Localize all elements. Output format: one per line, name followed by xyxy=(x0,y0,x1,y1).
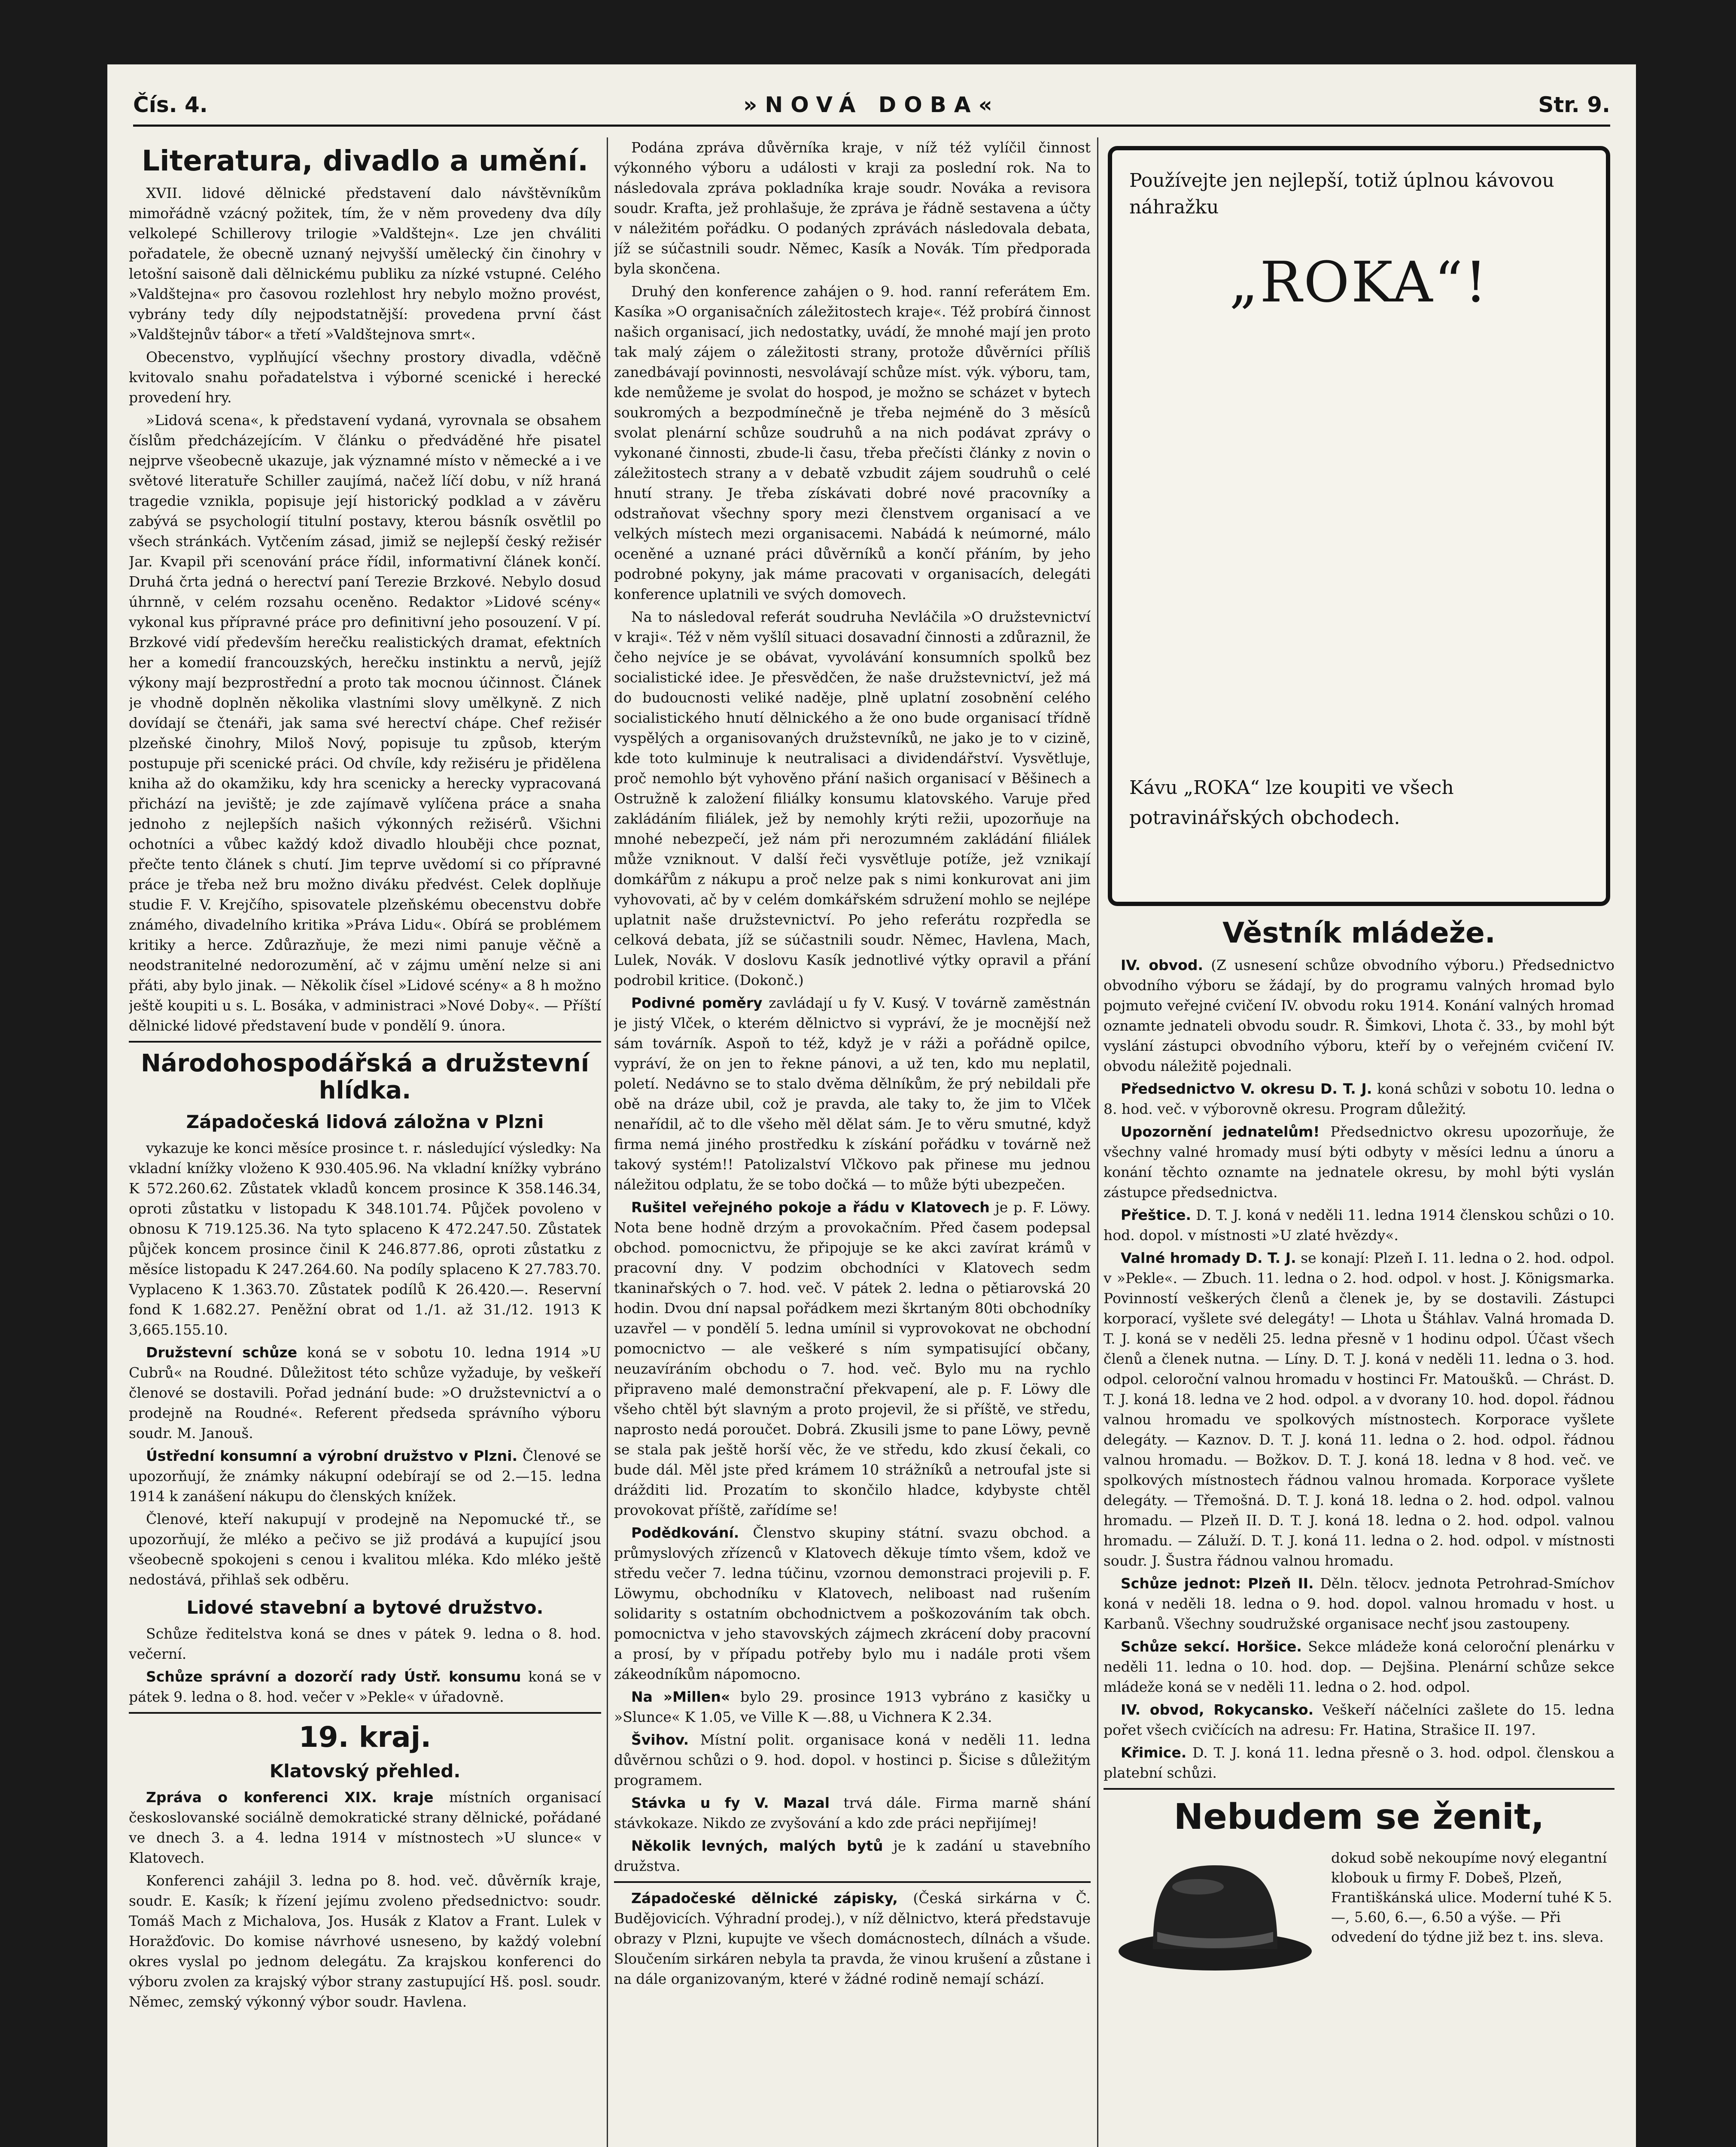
paragraph-lead: Několik levných, malých bytů xyxy=(631,1837,883,1854)
divider xyxy=(1104,1788,1614,1790)
article-paragraph xyxy=(129,1446,601,1506)
paragraph-lead: Švihov. xyxy=(631,1731,689,1748)
paragraph-lead: Schůze sekcí. Horšice. xyxy=(1121,1638,1302,1655)
paragraph-body: (Česká sirkárna v Č. Budějovicích. Výhradní prodej.), v níž dělnictvo, která představuje obrazy v Plzni, kupujte ve všech domácnostech, dílnách a všude. Sloučením sirkáren nebyla ta pravda, že vinou krušení a zůstane i na dále organizovaným, které v žádné rodině nemají schází. xyxy=(614,1890,1091,1987)
article-paragraph: Členové, kteří nakupují v prodejně na Nepomucké tř., se upozorňují, že mléko a pečivo se již prodává a kupující jsou všeobecně spokojeni s cenou i kvalitou mléka. Kdo mléko ještě nedostává, přihlaš sek odběru. xyxy=(129,1511,601,1588)
article-paragraph xyxy=(129,1787,601,1868)
article-paragraph xyxy=(1104,955,1614,1076)
column-left xyxy=(129,137,601,2147)
section-heading: Národohospodářská a družstevní hlídka. xyxy=(141,1049,589,1104)
paragraph-body: trvá dále. Firma marně shání stávkokaze. Nikdo ze zvyšování a kdo zde práci nepřijímej! xyxy=(614,1794,1091,1831)
paragraph-lead: IV. obvod, Rokycansko. xyxy=(1121,1701,1314,1718)
article-paragraph xyxy=(129,1342,601,1443)
article-paragraph xyxy=(614,1793,1091,1833)
article-paragraph xyxy=(1104,1743,1614,1783)
paragraph-lead: Přeštice. xyxy=(1121,1206,1192,1223)
paragraph-lead: Schůze správní a dozorčí rady Ústř. konsumu xyxy=(146,1668,521,1685)
paragraph-body: koná se v sobotu 10. ledna 1914 »U Cubrů« na Roudné. Důležitost této schůze vyžaduje, by veškeří členové se dostavili. Pořad jednání bude: »O družstevnictví a o prodejně na Roudné«. Referent předseda správního výboru soudr. M. Janouš. xyxy=(129,1344,601,1442)
article-paragraph: XVII. lidové dělnické představení dalo návštěvníkům mimořádně vzácný požitek, tím, že v něm provedeny dva díly velkolepé Schillerovy trilogie »Valdštejn«. Lze jen chváliti pořadatele, že obecně uznaný nejvyšší umělecký čin činohry v letošní saisoně dali dělnickému publiku za nízké vstupné. Celého »Valdštejna« pro časovou rozlehlost hry nebylo možno provést, vybrány tedy díly nejpodstatnější: provedena první část »Valdštejnův tábor« a třetí »Valdštejnova smrt«. xyxy=(129,184,601,343)
article-paragraph: »Lidová scena«, k představení vydaná, vyrovnala se obsahem číslům předcházejícím. V článku o předváděné hře pisatel nejprve všeobecně ukazuje, jak významné místo v německé a i ve světové literatuře Schiller zaujímá, načež líčí dobu, v níž hraná tragedie vznikla, popisuje její historický podklad a v závěru zabývá se psychologií titulní postavy, kterou básník osvětlil po všech stránkách. Vytčením zásad, jimiž se nejlepší český režisér Jar. Kvapil při scenování práce řídil, informativní článek končí. Druhá črta jedná o herectví paní Terezie Brzkové. Nebylo dosud úhrnně, v celém rozsahu oceněno. Redaktor »Lidové scény« vykonal kus přípravné práce pro definitivní jeho posouzení. V pí. Brzkové vidí především herečku realistických dramat, efektních her a komedií francouzských, herečku instinktu a nervů, jejíž výkony mají bezprostřední a proto tak mocnou účinnost. Článek je vhodně doplněn několika vlastními slovy umělkyně. Z nich dovídají se čtenáři, jak sama své herectví chápe. Chef režisér plzeňské činohry, Miloš Nový, popisuje tu způsob, kterým postupuje při scenické práci. Od chvíle, kdy režiséru je přidělena kniha až do okamžiku, kdy hra scenicky a herecky vypracovaná přichází na jeviště; je zde zajímavě vylíčena práce a snaha jednoho z nejlepších našich výkonných režisérů. Všichni ochotníci a vůbec každý kdož divadlo hlouběji chce poznat, přečte tento článek s chutí. Jim teprve uvědomí si co přípravné práce je třeba než bru možno diváku předvést. Celek doplňuje studie F. V. Krejčího, spisovatele plzeňskému obecenstvu dobře známého, divadelního kritika »Práva Lidu«. Obírá se problémem kritiky a herce. Zdůrazňuje, že mezi nimi panuje věčně a neodstranitelné nedorozumění, ač v zájmu umění nelze si ani přáti, aby bylo jinak. — Několik čísel »Lidové scény« a 8 h možno ještě koupiti u s. L. Bosáka, v administraci »Nové Doby«. — Příští dělnické lidové představení bude v pondělí 9. února. xyxy=(129,411,601,1034)
article-paragraph: Obecenstvo, vyplňující všechny prostory divadla, vděčně kvitovalo snahu pořadatelstva i výborné scenické i herecké provedení hry. xyxy=(129,348,601,406)
article-paragraph xyxy=(614,1523,1091,1684)
article-paragraph xyxy=(1104,1122,1614,1202)
paragraph-body: D. T. J. koná v neděli 11. ledna 1914 členskou schůzi o 10. hod. dopol. v místnosti »U zlaté hvězdy«. xyxy=(1104,1206,1614,1244)
paragraph-body: je p. F. Löwy. Nota bene hodně drzým a provokačním. Před časem podepsal obchod. pomocnictvu, že připojuje se ke akci zavírat krámů v pracovní dny. V podzim obchodníci v Klatovech sedm tkaninařských o 7. hod. več. V pátek 2. ledna o pětiarovská 20 hodin. Dvou dní napsal pořádkem mezi škrtaným 80ti obchodníky uzavřel — v pondělí 5. ledna umínil si vyprovokovat ne obchodní pomocnictvo — ale veškeré s ním sympatisující občany, neuzavíráním obchodu o 7. hod. več. Bylo mu na rychlo připraveno malé demonstrační překvapení, ale p. F. Löwy dle všeho chtěl být slavným a proto projevil, že si příště, ve středu, naprosto nedá poroučet. Dobrá. Zkusili jsme to pane Löwy, pevně se stala pak ještě horší věc, že ve středu, kdo zkusí čekali, co bude dál. Měl jste před krámem 10 strážníků a netroufal jste si drážditi lid. Prozatím to skončilo hladce, kdybyste chtěl provokovat příště, zařídíme se! xyxy=(614,1199,1091,1518)
column-rule xyxy=(607,137,608,2147)
divider xyxy=(129,1041,601,1043)
article-paragraph: Na to následoval referát soudruha Nevláčila »O družstevnictví v kraji«. Též v něm vyšlíl situaci dosavadní činnosti a zdůraznil, že čeho nejvíce je se obávat, vyvolávání konsumních spolků bez socialistické idee. Je přesvědčen, že naše družstevnictví, jež má do budoucnosti veliké naděje, plně uplatní zosobnění celého socialistického hnutí dělnického a že ono bude organisací třídně vyspělých a organisovaných družstevníků, ne jako je to v cizině, kde toto kulminuje k neutralisaci a dividendářství. Vysvětluje, proč nemohlo být vyhověno přání našich organisací v Běšinech a Ostružně k založení filiálky konsumu klatovského. Varuje před zakládáním filiálek, jež by nemohly krýti režii, upozorňuje na mnohé nebezpečí, jež nám při nerozumném zakládání filiálek může vzniknout. V další řeči vysvětluje potíže, jež vznikají domkářům z nákupu a proč nelze pak s nimi konkurovat ani jim vyhovovati, ač by v celém domkářském sdružení mohlo se nejlépe uplatnit naše družstevnictví. Po jeho referátu rozpředla se celková debata, jíž se súčastnili soudr. Němec, Havlena, Mach, Lulek, Novák. V doslovu Kasík jednotlivé výtky opravil a přání podrobil kritice. (Dokonč.) xyxy=(614,608,1091,988)
article-paragraph xyxy=(614,993,1091,1195)
paragraph-lead: Družstevní schůze xyxy=(146,1344,298,1361)
article-paragraph xyxy=(614,1687,1091,1727)
paragraph-body: místních organisací českoslovanské sociálně demokratické strany dělnické, pořádané ve dnech 3. a 4. ledna 1914 v místnostech »U slunce« v Klatovech. xyxy=(129,1789,601,1867)
article-paragraph: Schůze ředitelstva koná se dnes v pátek 9. ledna o 8. hod. večerní. xyxy=(129,1625,601,1663)
paragraph-body: Předsednictvo okresu upozorňuje, že všechny valné hromady musí býti odbyty v měsíci lednu a únoru a konání těchto oznamte na jednatele okresu, by mohl býti vyslán zástupce předsednictva. xyxy=(1104,1123,1614,1201)
subheading: Západočeská lidová záložna v Plzni xyxy=(186,1111,544,1133)
column-rule xyxy=(1097,137,1098,2147)
roka-advertisement xyxy=(1108,146,1610,906)
article-paragraph xyxy=(614,1888,1091,1989)
article-paragraph xyxy=(1104,1205,1614,1245)
paragraph-body: koná se v pátek 9. ledna o 8. hod. večer v »Pekle« v úřadovně. xyxy=(129,1668,601,1706)
hat-advertisement xyxy=(1104,1797,1614,2020)
section-heading: Věstník mládeže. xyxy=(1222,916,1496,949)
article-paragraph: Druhý den konference zahájen o 9. hod. ranní referátem Em. Kasíka »O organisačních záležitostech kraje«. Též probírá činnost našich organisací, jich nedostatky, uvádí, že mnohé mají jen proto tak malý zájem o záležitosti strany, protože důvěrníci příliš zanedbávají povinnosti, nesvolávají schůze míst. výk. výboru, tam, kde nemůžeme je svolat do hospod, je možno se scházet v bytech soukromých a bezpodmínečně je třeba nejméně do 3 měsíců svolat plenární schůze soudruhů a na nich podávat zprávy o vykonané činnosti, zbude-li času, třeba přečísti články z novin o záležitostech strany a v debatě vzbudit zájem soudruhů o celé hnutí strany. Je třeba získávati dobré nové pracovníky a odstraňovat všechny spory mezi členstvem organisací a ve velkých místech mezi organisacemi. Nabádá k neúmorné, málo oceněné a uznané práci důvěrníků a končí přáním, by jeho podrobné pokyny, jak máme pracovati v organisacích, delegáti konference uplatnili ve svých domovech. xyxy=(614,283,1091,602)
article-paragraph: Konferenci zahájil 3. ledna po 8. hod. več. důvěrník kraje, soudr. E. Kasík; k řízení jejímu zvoleno předsednictvo: soudr. Tomáš Mach z Michalova, Jos. Husák z Klatov a Frant. Lulek v Horažďovic. Do komise návrhové usneseno, by každý volební okres vyslal po jednom delegátu. Za krajskou konferenci do výboru zvolen za krajský výbor strany zastupující Hš. posl. soudr. Němec, zemský výkonný výbor soudr. Havlena. xyxy=(129,1872,601,2010)
paragraph-lead: Podivné poměry xyxy=(631,994,763,1011)
paragraph-lead: Stávka u fy V. Mazal xyxy=(631,1794,830,1811)
masthead-title: »NOVÁ DOBA« xyxy=(743,92,1000,117)
paragraph-body: bylo 29. prosince 1913 vybráno z kasičky u »Slunce« K 1.05, ve Ville K —.88, u Vichnera K 2.34. xyxy=(614,1688,1091,1725)
ad-headline: Používejte jen nejlepší, totiž úplnou kávovou náhražku xyxy=(1129,170,1554,218)
article-paragraph xyxy=(614,1730,1091,1790)
article-paragraph xyxy=(614,1836,1091,1876)
paragraph-body: D. T. J. koná 11. ledna přesně o 3. hod. odpol. členskou a platební schůzi. xyxy=(1104,1744,1614,1781)
newspaper-page xyxy=(107,64,1636,2147)
paragraph-lead: Ústřední konsumní a výrobní družstvo v Plzni. xyxy=(146,1448,517,1465)
paragraph-lead: Západočeské dělnické zápisky, xyxy=(631,1890,898,1907)
article-paragraph xyxy=(1104,1636,1614,1697)
ad-footer: Kávu „ROKA“ lze koupiti ve všech potravinářských obchodech. xyxy=(1129,777,1454,829)
paragraph-body: se konají: Plzeň I. 11. ledna o 2. hod. odpol. v »Pekle«. — Zbuch. 11. ledna o 2. hod. odpol. v host. J. Königsmarka. Povinností veškerých členů a členek je, by se dostavili. Zástupci korporací, vyšlete své delegáty! — Lhota u Štáhlav. Valná hromada D. T. J. koná se v neděli 25. ledna přesně v 1 hodinu odpol. Účast všech členů a členek nutna. — Líny. D. T. J. koná v neděli 11. ledna o 3. hod. odpol. celoroční valnou hromadu v hostinci Fr. Matoušků. — Chrást. D. T. J. koná 18. ledna ve 2 hod. odpol. a v dvorany 10. hod. dopol. řádnou valnou hromadu ve spolkových místnostech. Korporace vyšlete delegáty. — Kaznov. D. T. J. koná 11. ledna o 2. hod. odpol. řádnou valnou hromadu. — Božkov. D. T. J. koná 18. ledna v 8 hod. več. ve spolkových místnostech řádnou valnou hromada. Korporace vyšlete delegáty. — Třemošná. D. T. J. koná 18. ledna o 2. hod. odpol. valnou hromadu. — Plzeň II. D. T. J. koná 18. ledna o 2. hod. odpol. valnou hromadu. — Záluží. D. T. J. koná 11. ledna o 2. hod. odpol. v místnosti soudr. J. Šustra řádnou valnou hromadu. xyxy=(1104,1249,1614,1569)
article-paragraph xyxy=(129,1667,601,1707)
column-right xyxy=(1104,137,1614,2147)
paragraph-body: Veškeří náčelníci zašlete do 15. ledna pořet všech cvičících na adresu: Fr. Hatina, Strašice II. 197. xyxy=(1104,1701,1614,1738)
running-head xyxy=(133,90,1610,127)
paragraph-body: zavládají u fy V. Kusý. V továrně zaměstnán je jistý Vlček, o kterém dělnictvo si vypráví, že je mocnější než sám továrník. Aspoň to též, když je v ráži a pořádně opilce, vypráví, že on jen to řekne pánovi, a už ten, kdo mu neplatil, poletí. Nedávno se to stalo dvěma dělníkům, že prý nebildali pře obě na dráze ubil, což je pravda, ale taky to, že jim to Vlček nenařídil, ač to dle všeho měl dělat sám. Je to věru smutné, když firma nemá jiného prostředku k získání pořádku v továrně než takový systém!! Patolizalství Vlčkovo pak přinese mu jednou náležitou odplatu, že se tobo dočká — to může býti ubezpečen. xyxy=(614,994,1091,1193)
article-paragraph xyxy=(614,1197,1091,1520)
paragraph-lead: Upozornění jednatelům! xyxy=(1121,1123,1320,1140)
article-paragraph: vykazuje ke konci měsíce prosince t. r. následující výsledky: Na vkladní knížky vloženo K 930.405.96. Na vkladní knížky vybráno K 572.260.62. Zůstatek vkladů koncem prosince K 358.146.34, oproti zůstatku v listopadu K 348.101.74. Půjček povoleno v obnosu K 719.125.36. Na tyto splaceno K 472.247.50. Zůstatek půjček koncem prosince činil K 246.877.86, oproti zůstatku z měsíce listopadu K 247.264.60. Na podíly splaceno K 27.783.70. Vyplaceno K 1.363.70. Zůstatek podílů K 26.420.—. Reservní fond K 1.682.27. Peněžní obrat od 1./1. až 31./12. 1913 K 3,665.155.10. xyxy=(129,1140,601,1338)
paragraph-lead: Zpráva o konferenci XIX. kraje xyxy=(146,1789,434,1806)
paragraph-lead: Schůze jednot: Plzeň II. xyxy=(1121,1575,1314,1592)
section-heading: Literatura, divadlo a umění. xyxy=(141,144,589,177)
paragraph-body: Členové se upozorňují, že známky nákupní odebírají se od 2.—15. ledna 1914 k zanášení nákupu do členských knížek. xyxy=(129,1448,601,1505)
paragraph-lead: Rušitel veřejného pokoje a řádu v Klatovech xyxy=(631,1199,990,1216)
ad-headline: Nebudem se ženit, xyxy=(1174,1796,1544,1837)
paragraph-body: Děln. tělocv. jednota Petrohrad-Smíchov koná v neděli 18. ledna o 9. hod. dopol. valnou hromadu v host. u Karbanů. Všechny soudružské organisace nechť jsou zastoupeny. xyxy=(1104,1575,1614,1632)
article-paragraph: Podána zpráva důvěrníka kraje, v níž též vylíčil činnost výkonného výboru a události v kraji za poslední rok. Na to následovala zpráva pokladníka kraje soudr. Nováka a revisora soudr. Krafta, jež prohlašuje, že zpráva je řádně sestavena a účty v náležitém pořádku. O podaných zprávách následovala debata, jíž se súčastnili soudr. Němec, Kasík a Novák. Tím předporada byla skončena. xyxy=(614,139,1091,277)
paragraph-body: Sekce mládeže koná celoroční plenárku v neděli 11. ledna o 10. hod. dop. — Dejšina. Plenární schůze sekce mládeže koná se v neděli 11. ledna o 2. hod. odpol. xyxy=(1104,1638,1614,1695)
paragraph-lead: Křimice. xyxy=(1121,1744,1187,1761)
divider xyxy=(614,1881,1091,1883)
article-paragraph xyxy=(1104,1573,1614,1634)
hat-icon xyxy=(1112,1848,1318,1977)
article-paragraph xyxy=(1104,1079,1614,1119)
page-number: Str. 9. xyxy=(1538,92,1610,117)
divider xyxy=(129,1712,601,1714)
paragraph-body: koná schůzi v sobotu 10. ledna o 8. hod. več. v výborovně okresu. Program důležitý. xyxy=(1104,1080,1614,1117)
ad-body: dokud sobě nekoupíme nový elegantní klobouk u firmy F. Dobeš, Plzeň, Františkánská ulice. Moderní tuhé K 5.—, 5.60, 6.—, 6.50 a výše. — Při odvedení do týdne již bez t. ins. sleva. xyxy=(1331,1849,1612,1945)
subheading: Klatovský přehled. xyxy=(269,1761,461,1782)
paragraph-body: Členstvo skupiny státní. svazu obchod. a průmyslových zřízenců v Klatovech děkuje tímto všem, kdož ve středu večer 7. ledna túčinu, vzornou demonstraci projevili p. F. Löwymu, obchodníku v Klatovech, neliboast nad rušením solidarity s ostatním obchodnictvem a poškozováním tak obch. pomocnictva v jeho stavovských zájmech zkrácení doby pracovní a prosí, by v případu potřeby bylo mu i nadále proti všem zákeodníkům nápomocno. xyxy=(614,1524,1091,1682)
paragraph-body: Místní polit. organisace koná v neděli 11. ledna důvěrnou schůzi o 9. hod. dopol. v hostinci p. Šicise s důležitým programem. xyxy=(614,1731,1091,1788)
paragraph-lead: Valné hromady D. T. J. xyxy=(1121,1249,1296,1266)
article-paragraph xyxy=(1104,1700,1614,1740)
section-heading: 19. kraj. xyxy=(298,1721,432,1754)
article-paragraph xyxy=(1104,1248,1614,1571)
issue-number: Čís. 4. xyxy=(133,92,208,117)
subheading: Lidové stavební a bytové družstvo. xyxy=(186,1597,544,1618)
ad-brand: „ROKA“! xyxy=(1229,249,1489,315)
column-middle xyxy=(614,137,1091,2147)
paragraph-body: (Z usnesení schůze obvodního výboru.) Předsednictvo obvodního výboru se žádají, by do programu valných hromad bylo pojmuto veřejné cvičení IV. obvodu roku 1914. Konání valných hromad oznamte jednateli obvodu soudr. R. Šimkovi, Lhota č. 33., by mohl být vyslání zástupci obvodního výboru, kteří by o veřejném cvičení IV. obvodu náležitě pojednali. xyxy=(1104,956,1614,1074)
paragraph-lead: IV. obvod. xyxy=(1121,956,1203,973)
paragraph-lead: Podědkování. xyxy=(631,1524,739,1541)
paragraph-body: je k zadání u stavebního družstva. xyxy=(614,1837,1091,1874)
paragraph-lead: Na »Millen« xyxy=(631,1688,730,1705)
paragraph-lead: Předsednictvo V. okresu D. T. J. xyxy=(1121,1080,1372,1097)
